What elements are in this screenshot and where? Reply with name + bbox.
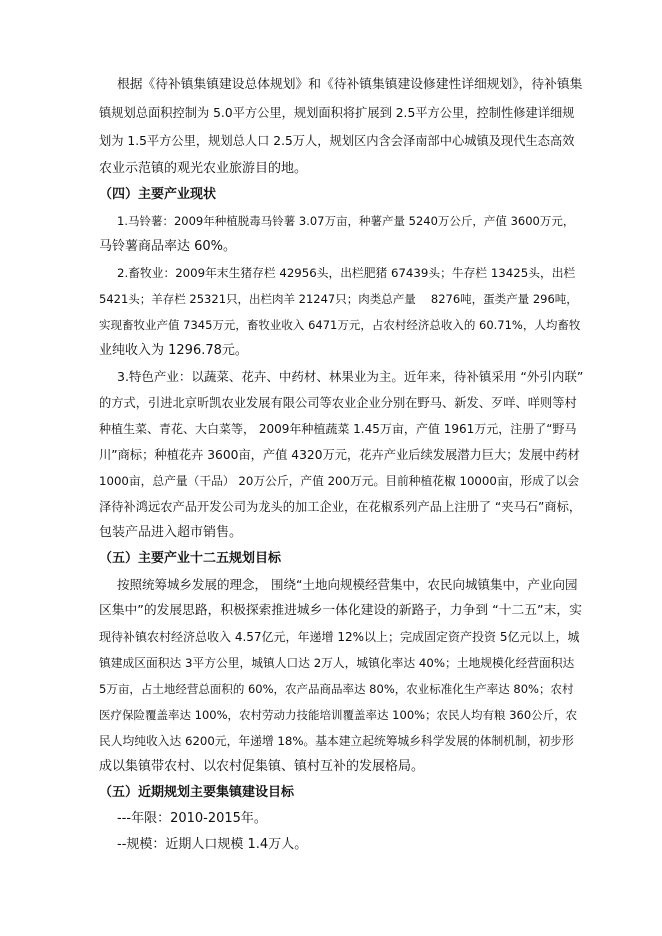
paragraph-line: 镇规划总面积控制为 5.0平方公里，规划面积将扩展到 2.5平方公里，控制性修建详细规 <box>99 106 575 120</box>
paragraph-line: 的方式，引进北京昕凯农业发展有限公司等农业企业分别在野马、新发、歹咩、咩则等村 <box>99 396 577 410</box>
paragraph-line: 种植生菜、青花、大白菜等， 2009年种植蔬菜 1.45万亩，产值 1961万元，注册了“野马 <box>99 422 577 436</box>
paragraph-line: 包装产品进入超市销售。 <box>99 525 243 540</box>
section-heading: （五）主要产业十二五规划目标 <box>99 551 282 566</box>
paragraph-line: 马铃薯商品率达 60%。 <box>99 239 237 254</box>
paragraph-line: 川”商标；种植花卉 3600亩，产值 4320万元，花卉产业后续发展潜力巨大；发展中药材 <box>99 448 580 462</box>
paragraph-line: 成以集镇带农村、以农村促集镇、镇村互补的发展格局。 <box>99 759 425 774</box>
paragraph-line: 1.马铃薯：2009年种植脱毒马铃薯 3.07万亩，种薯产量 5240万公斤，产值 3600万元， <box>117 214 575 228</box>
paragraph-line: 实现畜牧业产值 7345万元，畜牧业收入 6471万元，占农村经济总收入的 60.71%，人均畜牧 <box>99 318 581 332</box>
paragraph-line: ---年限：2010-2015年。 <box>117 811 267 826</box>
section-heading: （五）近期规划主要集镇建设目标 <box>99 785 295 800</box>
paragraph-line: 业纯收入为 1296.78元。 <box>99 343 248 358</box>
paragraph-line: 5万亩，占土地经营总面积的 60%，农产品商品率达 80%，农业标准化生产率达 80%；农村 <box>99 682 574 696</box>
paragraph-line: 泽待补鸿远农产品开发公司为龙头的加工企业，在花椒系列产品上注册了 “夹马石”商标， <box>99 500 582 514</box>
paragraph-line: 1000亩，总产量（干品） 20万公斤，产值 200万元。目前种植花椒 10000亩，形成了以会 <box>99 474 580 488</box>
paragraph-line: 按照统筹城乡发展的理念， 围绕“土地向规模经营集中，农民向城镇集中，产业向园 <box>117 577 578 592</box>
paragraph-line: 2.畜牧业：2009年末生猪存栏 42956头，出栏肥猪 67439头；牛存栏 13425头，出栏 <box>117 266 576 280</box>
section-heading: （四）主要产业现状 <box>99 187 217 202</box>
paragraph-line: 农业示范镇的观光农业旅游目的地。 <box>99 161 308 176</box>
paragraph-line: 5421头；羊存栏 25321只，出栏肉羊 21247只；肉类总产量 8276吨，蛋类产量 296吨， <box>99 292 578 306</box>
paragraph-line: 民人均纯收入达 6200元，年递增 18%。基本建立起统筹城乡科学发展的体制机制，初步形 <box>99 734 574 748</box>
paragraph-line: 3.特色产业：以蔬菜、花卉、中药材、林果业为主。近年来，待补镇采用 “外引内联” <box>117 369 584 384</box>
paragraph-line: 根据《待补镇集镇建设总体规划》和《待补镇集镇建设修建性详细规划》，待补镇集 <box>117 77 583 92</box>
paragraph-line: 医疗保险覆盖率达 100%，农村劳动力技能培训覆盖率达 100%；农民人均有粮 360公斤，农 <box>99 708 578 722</box>
paragraph-line: 划为 1.5平方公里，规划总人口 2.5万人，规划区内含会泽南部中心城镇及现代生态高效 <box>99 134 575 148</box>
paragraph-line: 区集中”的发展思路，积极探索推进城乡一体化建设的新路子，力争到 “十二五”末，实 <box>99 603 582 618</box>
paragraph-line: 现待补镇农村经济总收入 4.57亿元，年递增 12%以上；完成固定资产投资 5亿元以上，城 <box>99 630 580 644</box>
paragraph-line: 镇建成区面积达 3平方公里，城镇人口达 2万人，城镇化率达 40%；土地规模化经营面积达 <box>99 656 575 670</box>
paragraph-line: --规模：近期人口规模 1.4万人。 <box>117 837 308 852</box>
